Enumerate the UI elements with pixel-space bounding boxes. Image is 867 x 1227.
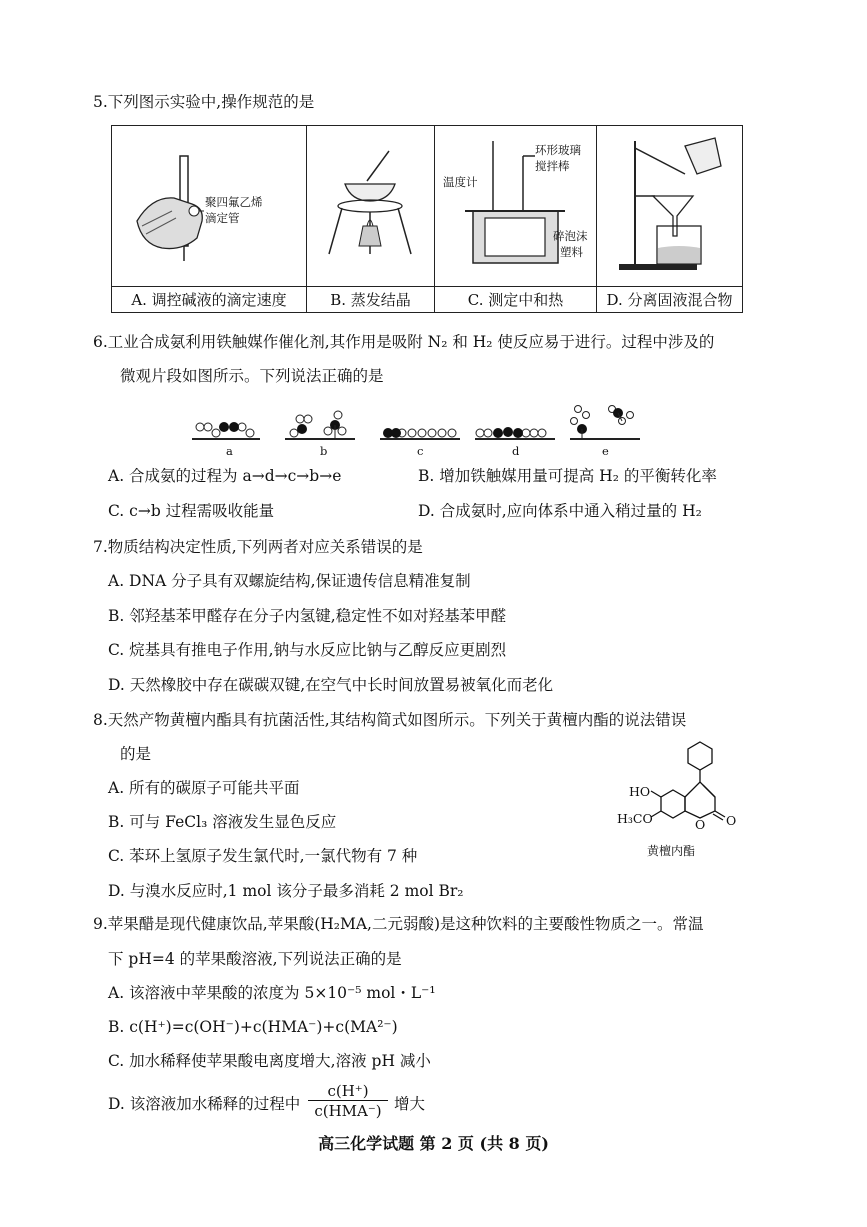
q5-figure-table (111, 125, 743, 313)
q8-stem-2: 的是 (120, 745, 152, 763)
q6-option-d: D. 合成氨时,应向体系中通入稍过量的 H₂ (418, 502, 702, 520)
q9-option-d-prefix: D. 该溶液加水稀释的过程中 (108, 1095, 301, 1113)
structure-name: 黄檀内酯 (647, 844, 696, 858)
q7-option-d: D. 天然橡胶中存在碳碳双键,在空气中长时间放置易被氧化而老化 (108, 676, 554, 694)
q5-figure-d (597, 126, 742, 286)
label-thermometer: 温度计 (443, 175, 478, 189)
fraction-denominator: c(HMA⁻) (314, 1102, 382, 1120)
q5-option-d: D. 分离固液混合物 (597, 286, 742, 313)
q9-fraction (308, 1082, 388, 1121)
q6-stem-2: 微观片段如图所示。下列说法正确的是 (120, 367, 384, 385)
q9-option-a: A. 该溶液中苹果酸的浓度为 5×10⁻⁵ mol・L⁻¹ (108, 984, 436, 1002)
q8-option-c: C. 苯环上氢原子发生氯代时,一氯代物有 7 种 (108, 847, 418, 865)
q9-option-b: B. c(H⁺)=c(OH⁻)+c(HMA⁻)+c(MA²⁻) (108, 1018, 398, 1036)
q6-micro-figure (190, 405, 670, 457)
panel-label-b: b (320, 444, 328, 458)
q9-option-c: C. 加水稀释使苹果酸电离度增大,溶液 pH 减小 (108, 1052, 431, 1070)
q9-stem-1: 9.苹果醋是现代健康饮品,苹果酸(H₂MA,二元弱酸)是这种饮料的主要酸性物质之一。常温 (93, 915, 704, 933)
q6-option-a: A. 合成氨的过程为 a→d→c→b→e (108, 467, 342, 485)
q9-stem-2: 下 pH=4 的苹果酸溶液,下列说法正确的是 (108, 950, 402, 968)
q7-option-c: C. 烷基具有推电子作用,钠与水反应比钠与乙醇反应更剧烈 (108, 641, 507, 659)
catalyst-surface-illustration (190, 405, 670, 457)
label-burette: 滴定管 (205, 211, 240, 225)
q5-figure-c (435, 126, 597, 286)
q6-stem-1: 6.工业合成氨利用铁触媒作催化剂,其作用是吸附 N₂ 和 H₂ 使反应易于进行。过程中涉及的 (93, 333, 715, 351)
q8-option-a: A. 所有的碳原子可能共平面 (108, 779, 300, 797)
filtration-illustration (597, 126, 742, 286)
panel-label-a: a (226, 444, 233, 458)
q6-option-c: C. c→b 过程需吸收能量 (108, 502, 275, 520)
q8-option-b: B. 可与 FeCl₃ 溶液发生显色反应 (108, 813, 337, 831)
label-carbonyl-o: O (726, 813, 737, 828)
q6-option-b: B. 增加铁触媒用量可提高 H₂ 的平衡转化率 (418, 467, 717, 485)
q5-figure-b (307, 126, 435, 286)
label-ring-o: O (695, 817, 706, 832)
label-ho: HO (629, 784, 651, 799)
panel-label-e: e (602, 444, 609, 458)
q7-option-a: A. DNA 分子具有双螺旋结构,保证遗传信息精准复制 (108, 572, 471, 590)
q9-option-d-suffix: 增大 (394, 1095, 426, 1113)
q5-option-b: B. 蒸发结晶 (307, 286, 435, 313)
panel-label-c: c (417, 444, 424, 458)
label-h3co: H₃CO (617, 811, 653, 826)
q7-option-b: B. 邻羟基苯甲醛存在分子内氢键,稳定性不如对羟基苯甲醛 (108, 607, 507, 625)
label-foam: 碎泡沫 (553, 229, 588, 243)
label-stirrer: 搅拌棒 (535, 159, 570, 173)
fraction-numerator: c(H⁺) (308, 1082, 388, 1101)
q5-figure-a (112, 126, 307, 286)
q5-option-a: A. 调控碱液的滴定速度 (112, 286, 307, 313)
q8-stem-1: 8.天然产物黄檀内酯具有抗菌活性,其结构简式如图所示。下列关于黄檀内酯的说法错误 (93, 711, 687, 729)
label-ptfe: 聚四氟乙烯 (205, 195, 263, 209)
q8-option-d: D. 与溴水反应时,1 mol 该分子最多消耗 2 mol Br₂ (108, 882, 464, 900)
q7-stem: 7.物质结构决定性质,下列两者对应关系错误的是 (93, 538, 423, 556)
evaporating-dish-illustration (307, 126, 435, 286)
page-footer: 高三化学试题 第 2 页 (共 8 页) (318, 1134, 549, 1153)
q5-option-c: C. 测定中和热 (435, 286, 597, 313)
label-glass-rod: 环形玻璃 (535, 143, 581, 157)
q8-structure-figure (615, 740, 755, 865)
q5-stem: 5.下列图示实验中,操作规范的是 (93, 93, 315, 111)
panel-label-d: d (512, 444, 520, 458)
label-plastic: 塑料 (560, 245, 583, 259)
